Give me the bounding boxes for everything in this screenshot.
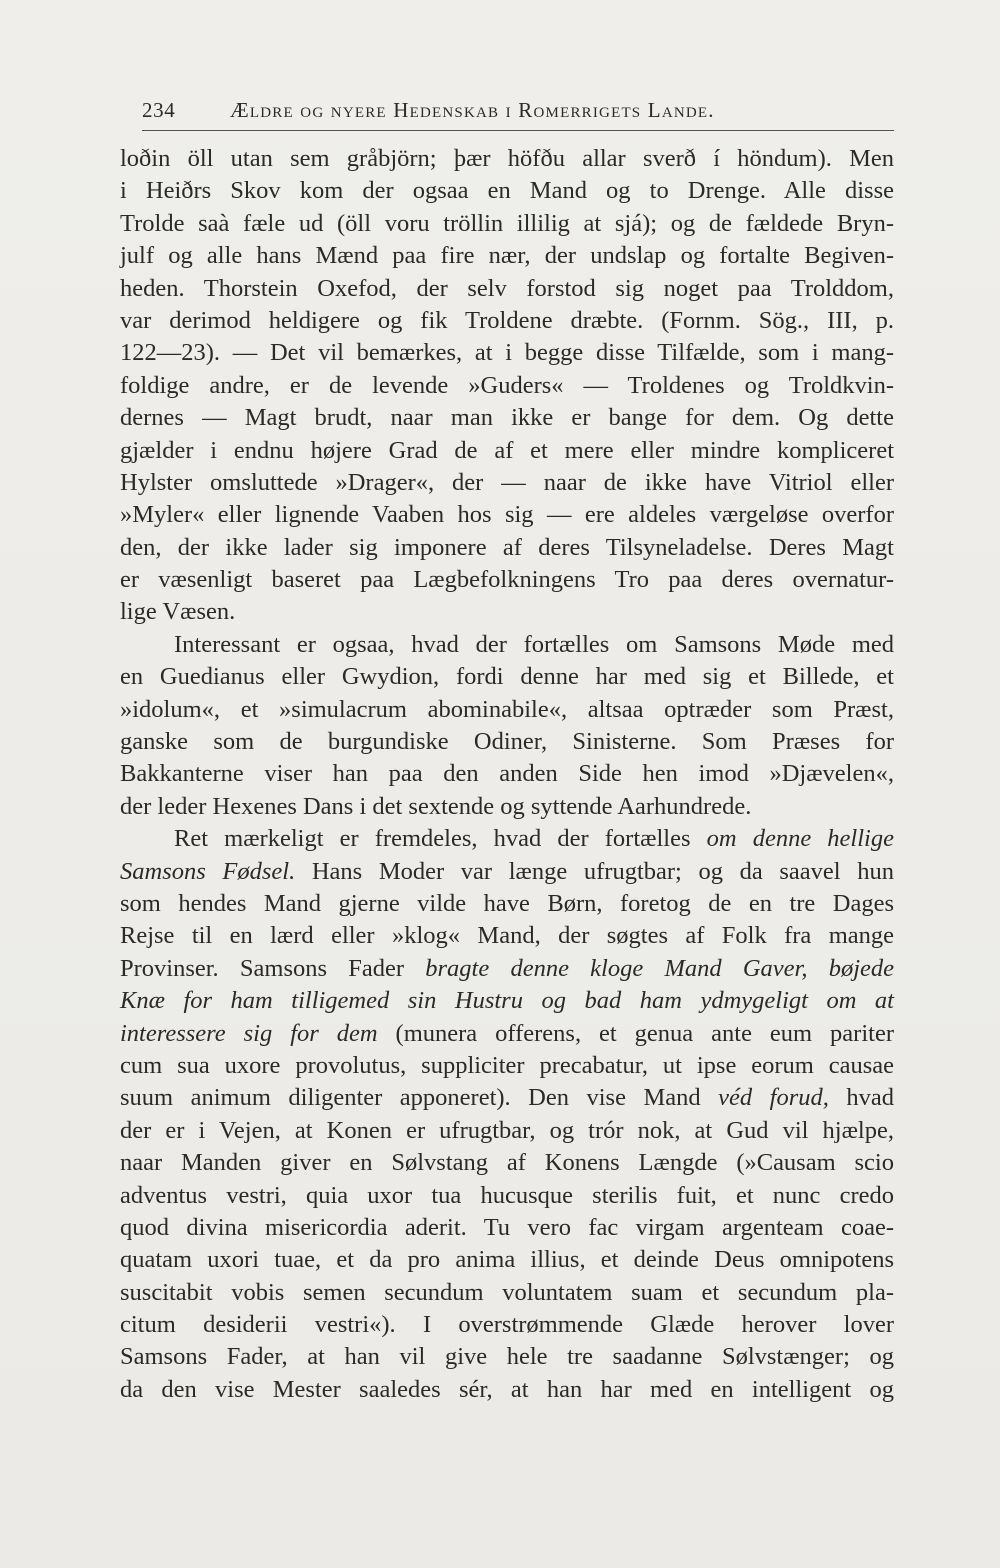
text-line	[120, 953, 894, 985]
italic-text: véd forud,	[718, 1084, 829, 1112]
text-segment: Ret mærkeligt er fremdeles, hvad der fortælles	[174, 825, 707, 853]
italic-text: Knæ for ham tilligemed sin Hustru og bad ham ydmygeligt om at	[120, 987, 894, 1015]
text-line	[120, 1309, 894, 1341]
page-number: 234	[142, 98, 176, 122]
text-line	[120, 1244, 894, 1276]
text-line	[120, 596, 894, 628]
text-line	[120, 920, 894, 952]
text-segment: julf og alle hans Mænd paa fire nær, der undslap og fortalte Begiven-	[120, 242, 894, 270]
text-line	[120, 1082, 894, 1114]
text-line	[120, 1277, 894, 1309]
page-header	[142, 98, 894, 126]
text-segment: gjælder i endnu højere Grad de af et mere eller mindre kompliceret	[120, 436, 894, 464]
text-line	[120, 337, 894, 369]
text-line	[120, 1180, 894, 1212]
text-segment: hvad	[828, 1084, 895, 1112]
text-segment: der er i Vejen, at Konen er ufrugtbar, og trór nok, at Gud vil hjælpe,	[120, 1116, 894, 1144]
text-segment: citum desiderii vestri«). I overstrømmende Glæde herover lover	[120, 1311, 894, 1339]
text-line	[120, 467, 894, 499]
text-line	[120, 629, 894, 661]
text-line	[120, 661, 894, 693]
text-line	[120, 985, 894, 1017]
text-line	[120, 694, 894, 726]
text-line	[120, 758, 894, 790]
text-line	[120, 175, 894, 207]
text-line	[120, 823, 894, 855]
text-segment: »idolum«, et »simulacrum abominabile«, altsaa optræder som Præst,	[120, 695, 894, 723]
text-segment: quatam uxori tuae, et da pro anima illius, et deinde Deus omnipotens	[120, 1246, 894, 1274]
text-line	[120, 1147, 894, 1179]
text-segment: den, der ikke lader sig imponere af deres Tilsyneladelse. Deres Magt	[120, 533, 894, 561]
text-line	[120, 791, 894, 823]
text-line	[120, 564, 894, 596]
text-line	[120, 726, 894, 758]
text-segment: loðin öll utan sem gråbjörn; þær höfðu allar sverð í höndum). Men	[120, 145, 894, 172]
text-segment: lige Væsen.	[120, 598, 236, 626]
text-segment: Rejse til en lærd eller »klog« Mand, der søgtes af Folk fra mange	[120, 922, 894, 950]
text-line	[120, 1341, 894, 1373]
text-segment: Hans Moder var længe ufrugtbar; og da saavel hun	[295, 857, 894, 885]
text-line	[120, 435, 894, 467]
text-segment: 122—23). — Det vil bemærkes, at i begge disse Tilfælde, som i mang-	[120, 339, 894, 367]
italic-text: Samsons Fødsel.	[120, 857, 296, 885]
text-segment: var derimod heldigere og fik Troldene dræbte. (Fornm. Sög., III, p.	[120, 306, 894, 334]
text-segment: dernes — Magt brudt, naar man ikke er bange for dem. Og dette	[120, 404, 894, 432]
text-segment: ganske som de burgundiske Odiner, Sinisterne. Som Præses for	[120, 728, 894, 756]
header-rule	[142, 130, 894, 131]
text-segment: »Myler« eller lignende Vaaben hos sig — ere aldeles værgeløse overfor	[120, 501, 894, 529]
text-segment: heden. Thorstein Oxefod, der selv forstod sig noget paa Trolddom,	[120, 274, 894, 302]
text-line	[120, 1115, 894, 1147]
text-segment: Bakkanterne viser han paa den anden Side hen imod »Djævelen«,	[120, 760, 894, 788]
text-line	[120, 888, 894, 920]
text-line	[120, 402, 894, 434]
text-segment: Hylster omsluttede »Drager«, der — naar de ikke have Vitriol eller	[120, 468, 894, 496]
text-segment: Samsons Fader, at han vil give hele tre saadanne Sølvstænger; og	[120, 1343, 894, 1371]
text-segment: en Guedianus eller Gwydion, fordi denne har med sig et Billede, et	[120, 663, 894, 691]
text-segment: (munera offerens, et genua ante eum pariter	[377, 1019, 894, 1047]
text-segment: suscitabit vobis semen secundum voluntatem suam et secundum pla-	[120, 1278, 894, 1306]
text-segment: Interessant er ogsaa, hvad der fortælles om Samsons Møde med	[174, 630, 894, 658]
text-line	[120, 1050, 894, 1082]
text-line	[120, 305, 894, 337]
text-line	[120, 499, 894, 531]
text-line	[120, 856, 894, 888]
italic-text: interessere sig for dem	[120, 1019, 378, 1047]
text-segment: som hendes Mand gjerne vilde have Børn, foretog de en tre Dages	[120, 889, 894, 917]
text-segment: der leder Hexenes Dans i det sextende og syttende Aarhundrede.	[120, 792, 752, 820]
text-segment: da den vise Mester saaledes sér, at han har med en intelligent og	[120, 1375, 894, 1403]
text-line	[120, 1212, 894, 1244]
text-line	[120, 273, 894, 305]
italic-text: om denne hellige	[706, 825, 894, 853]
text-segment: naar Manden giver en Sølvstang af Konens Længde (»Causam scio	[120, 1149, 894, 1177]
text-line	[120, 1374, 894, 1406]
text-line	[120, 370, 894, 402]
text-segment: cum sua uxore provolutus, suppliciter precabatur, ut ipse eorum causae	[120, 1051, 894, 1079]
text-segment: adventus vestri, quia uxor tua hucusque sterilis fuit, et nunc credo	[120, 1181, 894, 1209]
text-line	[120, 208, 894, 240]
text-line	[120, 143, 894, 175]
text-segment: er væsenligt baseret paa Lægbefolkningens Tro paa deres overnatur-	[120, 566, 894, 594]
text-line	[120, 532, 894, 564]
text-line	[120, 1018, 894, 1050]
text-segment: i Heiðrs Skov kom der ogsaa en Mand og to Drenge. Alle disse	[120, 177, 894, 205]
text-segment: quod divina misericordia aderit. Tu vero fac virgam argenteam coae-	[120, 1213, 894, 1241]
italic-text: bragte denne kloge Mand Gaver, bøjede	[425, 954, 894, 982]
text-segment: Provinser. Samsons Fader	[120, 954, 426, 982]
text-segment: suum animum diligenter apponeret). Den vise Mand	[120, 1084, 719, 1112]
text-segment: Trolde saà fæle ud (öll voru tröllin illilig at sjá); og de fældede Bryn-	[120, 209, 894, 237]
text-segment: foldige andre, er de levende »Guders« — Troldenes og Troldkvin-	[120, 371, 894, 399]
running-title: Ældre og nyere Hedenskab i Romerrigets Lande.	[230, 98, 715, 122]
text-line	[120, 240, 894, 272]
body-text	[120, 143, 894, 1406]
